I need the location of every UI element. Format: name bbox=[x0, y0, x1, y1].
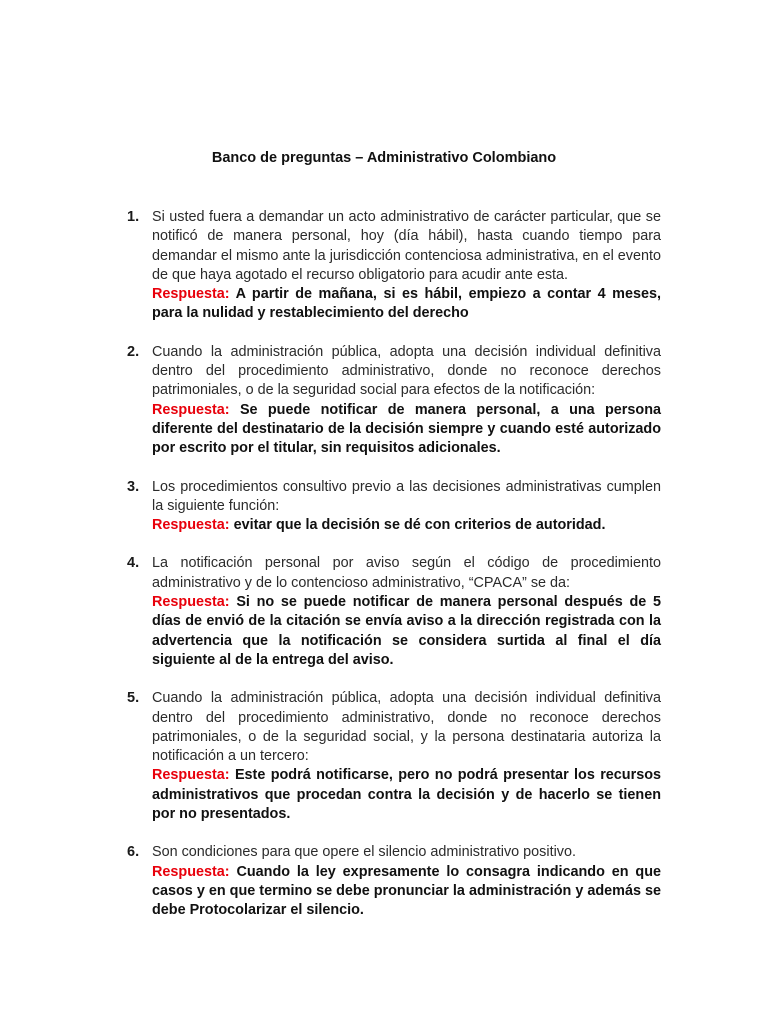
question-number: 4. bbox=[127, 555, 140, 572]
answer bbox=[152, 401, 661, 459]
question-item bbox=[127, 478, 661, 536]
question-text: Cuando la administración pública, adopta una decisión individual definitiva dentro del procedimiento administrativo, donde no reconoce derechos patrimoniales, o de la seguridad social, y la persona destinataria autoriza la notificación a un tercero: bbox=[152, 690, 661, 765]
answer-label: Respuesta: bbox=[152, 863, 230, 880]
question-number: 3. bbox=[127, 478, 140, 495]
question-item bbox=[127, 843, 661, 920]
page-title: Banco de preguntas – Administrativo Colombiano bbox=[211, 150, 557, 166]
answer-label: Respuesta: bbox=[152, 286, 230, 303]
answer bbox=[152, 863, 661, 921]
question-text: Son condiciones para que opere el silencio administrativo positivo. bbox=[152, 844, 576, 861]
question-number: 5. bbox=[127, 690, 140, 707]
question-number: 2. bbox=[127, 343, 140, 360]
answer-label: Respuesta: bbox=[152, 401, 230, 418]
question-text: La notificación personal por aviso según el código de procedimiento administrativo y de lo contencioso administrativo, “CPACA” se da: bbox=[152, 555, 661, 591]
answer bbox=[152, 766, 661, 824]
answer-text: A partir de mañana, si es hábil, empiezo a contar 4 meses, para la nulidad y restablecimiento del derecho bbox=[152, 286, 661, 322]
question-text: Los procedimientos consultivo previo a las decisiones administrativas cumplen la siguiente función: bbox=[152, 478, 661, 514]
question-number: 6. bbox=[127, 844, 140, 861]
question-text: Cuando la administración pública, adopta una decisión individual definitiva dentro del procedimiento administrativo, donde no reconoce derechos patrimoniales, o de la seguridad social para efectos de la notificación: bbox=[152, 343, 661, 399]
answer bbox=[152, 593, 661, 670]
answer bbox=[152, 285, 661, 324]
answer-label: Respuesta: bbox=[152, 767, 230, 784]
question-item bbox=[127, 689, 661, 824]
answer-text: Este podrá notificarse, pero no podrá presentar los recursos administrativos que procedan contra la decisión y de hacerlo se tienen por no presentados. bbox=[152, 767, 661, 823]
question-text: Si usted fuera a demandar un acto administrativo de carácter particular, que se notificó de manera personal, hoy (día hábil), hasta cuando tiempo para demandar el mismo ante la jurisdicción contenciosa administrativa, en el evento de que haya agotado el recurso obligatorio para acudir ante esta. bbox=[152, 209, 661, 283]
question-item bbox=[127, 208, 661, 324]
question-item bbox=[127, 554, 661, 670]
answer-label: Respuesta: bbox=[152, 594, 230, 611]
question-list bbox=[127, 208, 661, 940]
question-item bbox=[127, 343, 661, 459]
answer-text: evitar que la decisión se dé con criterios de autoridad. bbox=[233, 517, 606, 534]
answer-text: Se puede notificar de manera personal, a una persona diferente del destinatario de la decisión siempre y cuando esté autorizado por escrito por el titular, sin requisitos adicionales. bbox=[152, 401, 662, 457]
answer-text: Cuando la ley expresamente lo consagra indicando en que casos y en que termino se debe pronunciar la administración y además se debe Protocolarizar el silencio. bbox=[152, 863, 662, 919]
answer bbox=[152, 516, 661, 535]
answer-label: Respuesta: bbox=[152, 517, 230, 534]
question-number: 1. bbox=[127, 209, 140, 225]
answer-text: Si no se puede notificar de manera personal después de 5 días de envió de la citación se envía aviso a la dirección registrada con la advertencia que la notificación se considera surtida al final el día siguiente al de la entrega del aviso. bbox=[152, 594, 662, 668]
